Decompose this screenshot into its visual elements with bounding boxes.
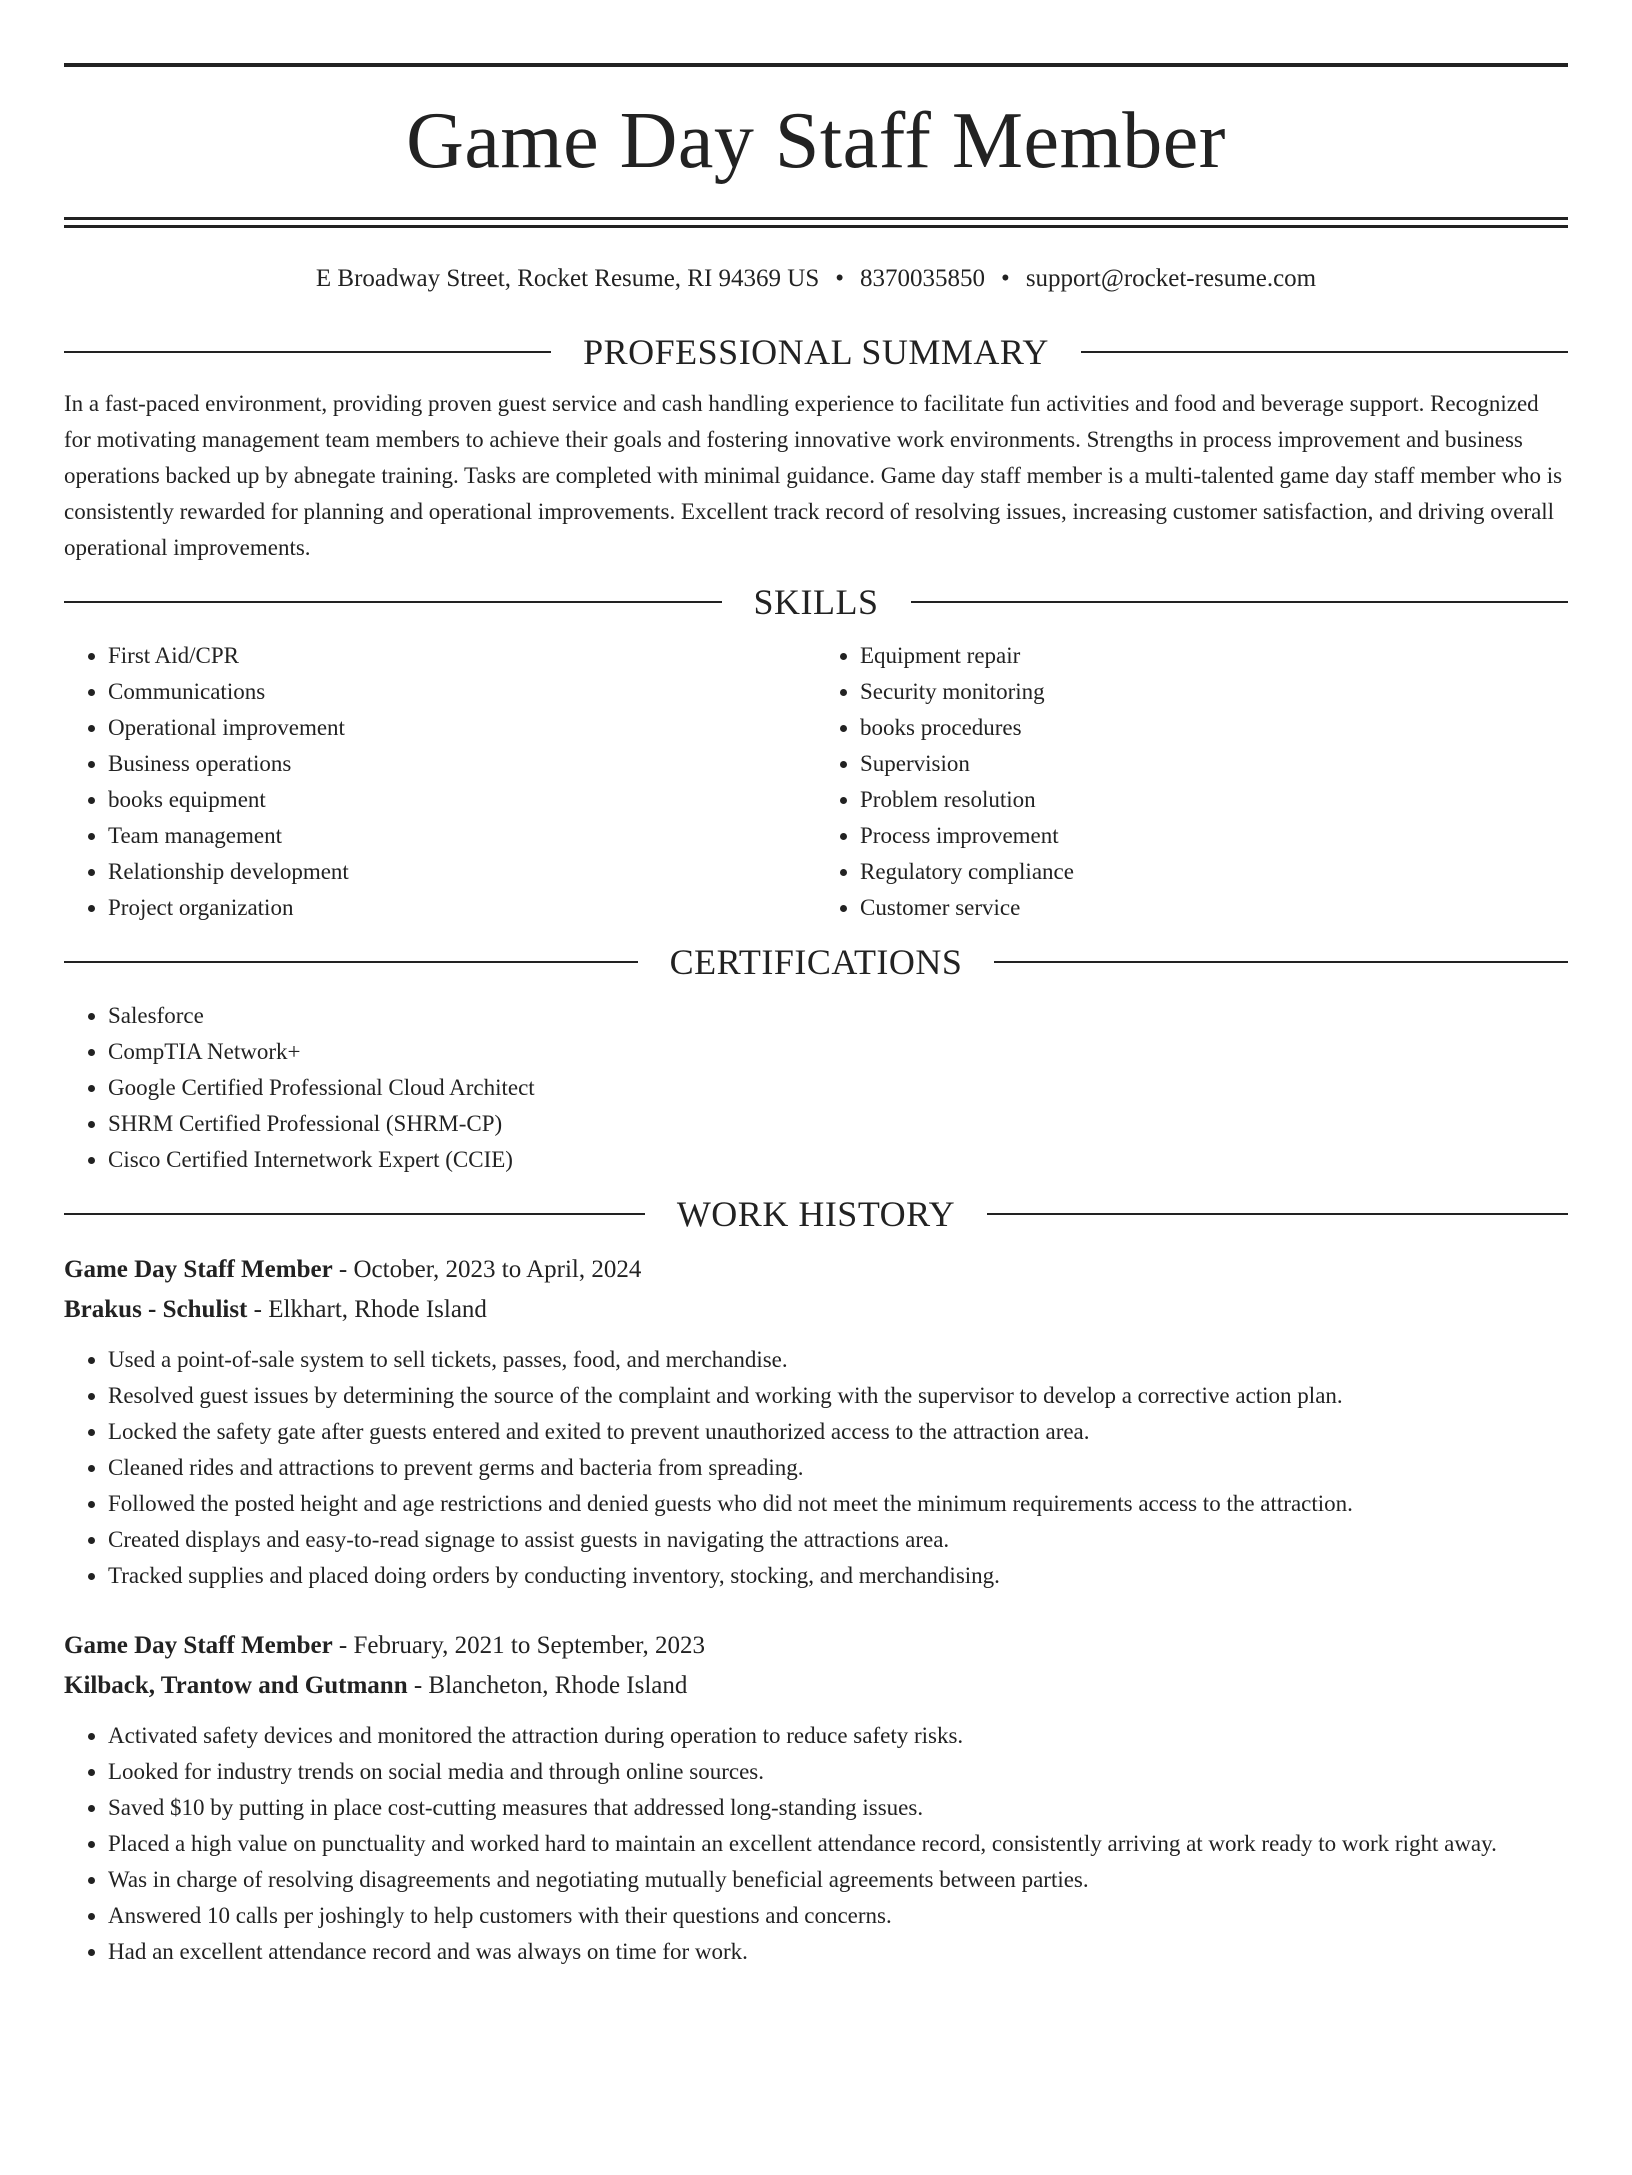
summary-text: In a fast-paced environment, providing proven guest service and cash handling experience to facilitate fun activities and food and beverage support. Recognized for motivating management team members to achieve their goals and fostering innovative work environments. Strengths in process improvement and business operations backed up by abnegate training. Tasks are completed with minimal guidance. Game day staff member is a multi-talented game day staff member who is consistently rewarded for planning and operational improvements. Excellent track record of resolving issues, increasing customer satisfaction, and driving overall operational improvements. bbox=[64, 391, 1563, 560]
skill-item: • books procedures bbox=[860, 710, 1568, 746]
heading-rule-right bbox=[1081, 351, 1568, 353]
contact-line bbox=[64, 264, 1568, 294]
job-duty-item: • Placed a high value on punctuality and worked hard to maintain an excellent attendance record, consistently arriving at work ready to work right away. bbox=[108, 1826, 1568, 1862]
certification-item: • Cisco Certified Internetwork Expert (CCIE) bbox=[108, 1142, 1568, 1178]
heading-rule-left bbox=[64, 1213, 645, 1215]
double-rule bbox=[64, 217, 1568, 228]
skill-item: • Equipment repair bbox=[860, 638, 1568, 674]
skill-item: • Problem resolution bbox=[860, 782, 1568, 818]
section-title: PROFESSIONAL SUMMARY bbox=[583, 332, 1049, 372]
certification-item: • Salesforce bbox=[108, 998, 1568, 1034]
job-duty-item: • Tracked supplies and placed doing orders by conducting inventory, stocking, and merchandising. bbox=[108, 1558, 1568, 1594]
certifications-list bbox=[64, 998, 1568, 1178]
job-duty-item: • Used a point-of-sale system to sell tickets, passes, food, and merchandise. bbox=[108, 1342, 1568, 1378]
job-duties bbox=[64, 1342, 1568, 1594]
job-duties bbox=[64, 1718, 1568, 1970]
certification-item: • SHRM Certified Professional (SHRM-CP) bbox=[108, 1106, 1568, 1142]
job-duty-item: • Cleaned rides and attractions to prevent germs and bacteria from spreading. bbox=[108, 1450, 1568, 1486]
resume-name: Game Day Staff Member bbox=[406, 97, 1226, 185]
heading-rule-left bbox=[64, 601, 722, 603]
job-title-line bbox=[64, 1250, 1568, 1290]
skill-item: • First Aid/CPR bbox=[108, 638, 816, 674]
job-duty-item: • Locked the safety gate after guests entered and exited to prevent unauthorized access to the attraction area. bbox=[108, 1414, 1568, 1450]
contact-separator: • bbox=[835, 265, 845, 292]
job-title: Game Day Staff Member bbox=[64, 1632, 333, 1659]
skill-item: • Project organization bbox=[108, 890, 816, 926]
section-title: WORK HISTORY bbox=[676, 1194, 956, 1234]
job-duty-item: • Followed the posted height and age restrictions and denied guests who did not meet the minimum requirements access to the attraction. bbox=[108, 1486, 1568, 1522]
skill-item: • Security monitoring bbox=[860, 674, 1568, 710]
skill-item: • Business operations bbox=[108, 746, 816, 782]
job-title: Game Day Staff Member bbox=[64, 1256, 333, 1283]
job-entry bbox=[64, 1626, 1568, 1970]
address: E Broadway Street, Rocket Resume, RI 94369 US bbox=[315, 265, 820, 292]
contact-separator: • bbox=[1001, 265, 1010, 292]
job-company: Brakus - Schulist bbox=[64, 1296, 248, 1323]
certification-item: • Google Certified Professional Cloud Architect bbox=[108, 1070, 1568, 1106]
skills-heading bbox=[64, 580, 1568, 624]
skills-list bbox=[64, 638, 1568, 926]
job-company-line bbox=[64, 1666, 1568, 1706]
skill-item: • Supervision bbox=[860, 746, 1568, 782]
heading-rule-right bbox=[994, 961, 1568, 963]
job-dates: - October, 2023 to April, 2024 bbox=[332, 1256, 642, 1283]
heading-rule-right bbox=[911, 601, 1569, 603]
job-duty-item: • Looked for industry trends on social media and through online sources. bbox=[108, 1754, 1568, 1790]
job-location: - Blancheton, Rhode Island bbox=[407, 1672, 688, 1699]
job-company-line bbox=[64, 1290, 1568, 1330]
job-duty-item: • Created displays and easy-to-read signage to assist guests in navigating the attractions area. bbox=[108, 1522, 1568, 1558]
skill-item: • Customer service bbox=[860, 890, 1568, 926]
skill-item: • Team management bbox=[108, 818, 816, 854]
job-duty-item: • Resolved guest issues by determining the source of the complaint and working with the supervisor to develop a corrective action plan. bbox=[108, 1378, 1568, 1414]
skill-item: • Relationship development bbox=[108, 854, 816, 890]
resume-page bbox=[0, 63, 1632, 2175]
summary-heading bbox=[64, 330, 1568, 374]
skill-item: • Communications bbox=[108, 674, 816, 710]
job-duty-item: • Activated safety devices and monitored the attraction during operation to reduce safety risks. bbox=[108, 1718, 1568, 1754]
job-company: Kilback, Trantow and Gutmann bbox=[64, 1672, 408, 1699]
section-title: SKILLS bbox=[753, 582, 879, 622]
job-duty-item: • Answered 10 calls per joshingly to help customers with their questions and concerns. bbox=[108, 1898, 1568, 1934]
job-location: - Elkhart, Rhode Island bbox=[247, 1296, 487, 1323]
job-dates: - February, 2021 to September, 2023 bbox=[332, 1632, 705, 1659]
job-duty-item: • Saved $10 by putting in place cost-cutting measures that addressed long-standing issues. bbox=[108, 1790, 1568, 1826]
email: support@rocket-resume.com bbox=[1025, 265, 1317, 292]
heading-rule-left bbox=[64, 961, 638, 963]
skills-column-left bbox=[64, 638, 816, 926]
skill-item: • Regulatory compliance bbox=[860, 854, 1568, 890]
job-title-line bbox=[64, 1626, 1568, 1666]
job-duty-item: • Had an excellent attendance record and was always on time for work. bbox=[108, 1934, 1568, 1970]
section-title: CERTIFICATIONS bbox=[669, 942, 963, 982]
work-history-heading bbox=[64, 1192, 1568, 1236]
certifications-heading bbox=[64, 940, 1568, 984]
skill-item: • Operational improvement bbox=[108, 710, 816, 746]
job-duty-item: • Was in charge of resolving disagreements and negotiating mutually beneficial agreements between parties. bbox=[108, 1862, 1568, 1898]
top-rule bbox=[64, 63, 1568, 67]
certification-item: • CompTIA Network+ bbox=[108, 1034, 1568, 1070]
skills-column-right bbox=[816, 638, 1568, 926]
job-entry bbox=[64, 1250, 1568, 1594]
phone: 8370035850 bbox=[860, 265, 986, 292]
skill-item: • Process improvement bbox=[860, 818, 1568, 854]
skill-item: • books equipment bbox=[108, 782, 816, 818]
heading-rule-left bbox=[64, 351, 551, 353]
heading-rule-right bbox=[987, 1213, 1568, 1215]
